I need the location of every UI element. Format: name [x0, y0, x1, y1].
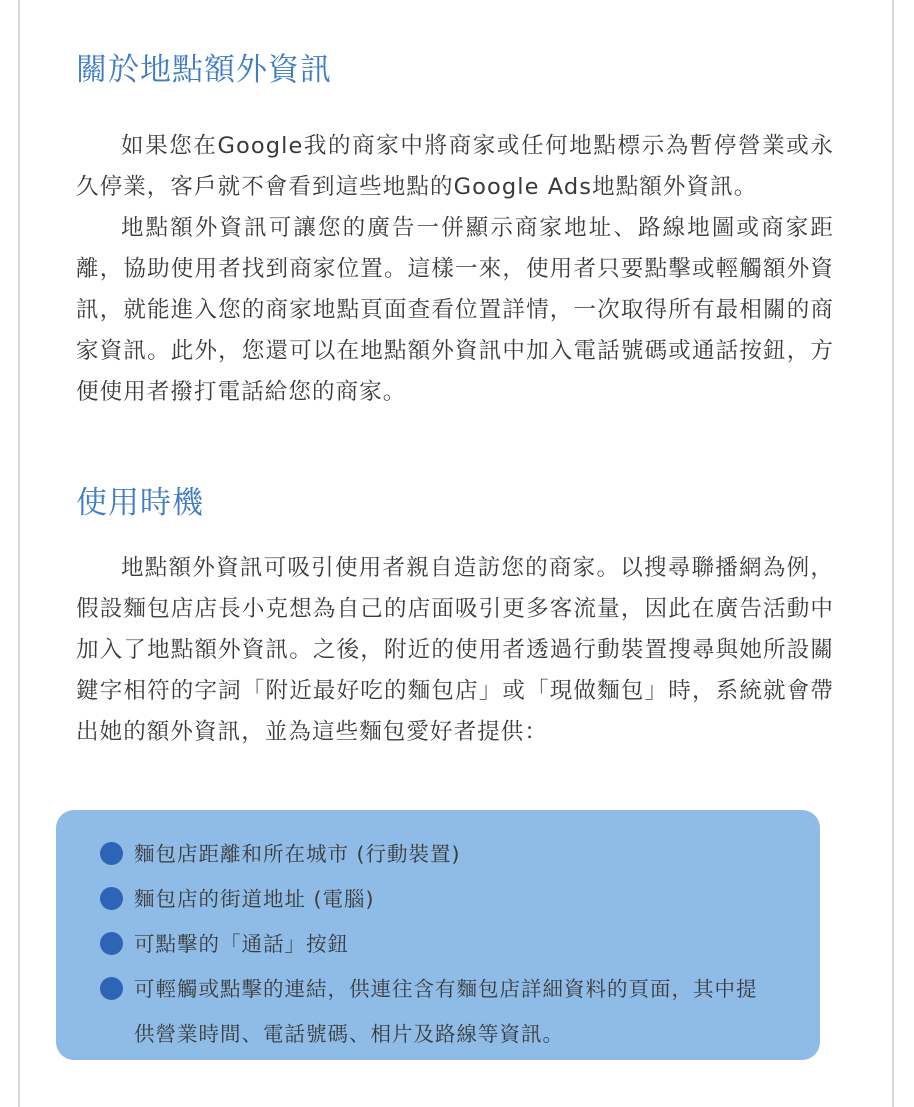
bullet-dot-icon: [100, 932, 123, 955]
list-item-text: 可輕觸或點擊的連結，供連往含有麵包店詳細資料的頁面，其中提供營業時間、電話號碼、相片及路線等資訊。: [134, 977, 758, 1046]
benefits-list: [100, 832, 760, 1057]
list-item-text: 可點擊的「通話」按鈕: [134, 932, 349, 956]
bullet-dot-icon: [100, 842, 123, 865]
bullet-dot-icon: [100, 977, 123, 1000]
paragraph: 地點額外資訊可讓您的廣告一併顯示商家地址、路線地圖或商家距離，協助使用者找到商家位置。這樣一來，使用者只要點擊或輕觸額外資訊，就能進入您的商家地點頁面查看位置詳情，一次取得所有最相關的商家資訊。此外，您還可以在地點額外資訊中加入電話號碼或通話按鈕，方便使用者撥打電話給您的商家。: [76, 215, 834, 405]
list-item-text: 麵包店距離和所在城市 (行動裝置): [134, 842, 461, 866]
section-heading-when-to-use: 使用時機: [76, 485, 204, 521]
paragraph: 地點額外資訊可吸引使用者親自造訪您的商家。以搜尋聯播網為例，假設麵包店店長小克想為自己的店面吸引更多客流量，因此在廣告活動中加入了地點額外資訊。之後，附近的使用者透過行動裝置搜尋與她所設關鍵字相符的字詞「附近最好吃的麵包店」或「現做麵包」時，系統就會帶出她的額外資訊，並為這些麵包愛好者提供：: [76, 555, 834, 745]
list-item-text: 麵包店的街道地址 (電腦): [134, 887, 375, 911]
list-item: [100, 922, 760, 967]
section-heading-about-location-extensions: 關於地點額外資訊: [76, 52, 332, 88]
paragraph: 如果您在Google我的商家中將商家或任何地點標示為暫停營業或永久停業，客戶就不會看到這些地點的Google Ads地點額外資訊。: [76, 133, 834, 200]
section-body-when-to-use: [76, 548, 834, 753]
bullet-dot-icon: [100, 887, 123, 910]
section-body-about: [76, 126, 834, 413]
benefits-callout-box: [56, 810, 820, 1060]
list-item: [100, 877, 760, 922]
list-item: [100, 967, 760, 1057]
list-item: [100, 832, 760, 877]
